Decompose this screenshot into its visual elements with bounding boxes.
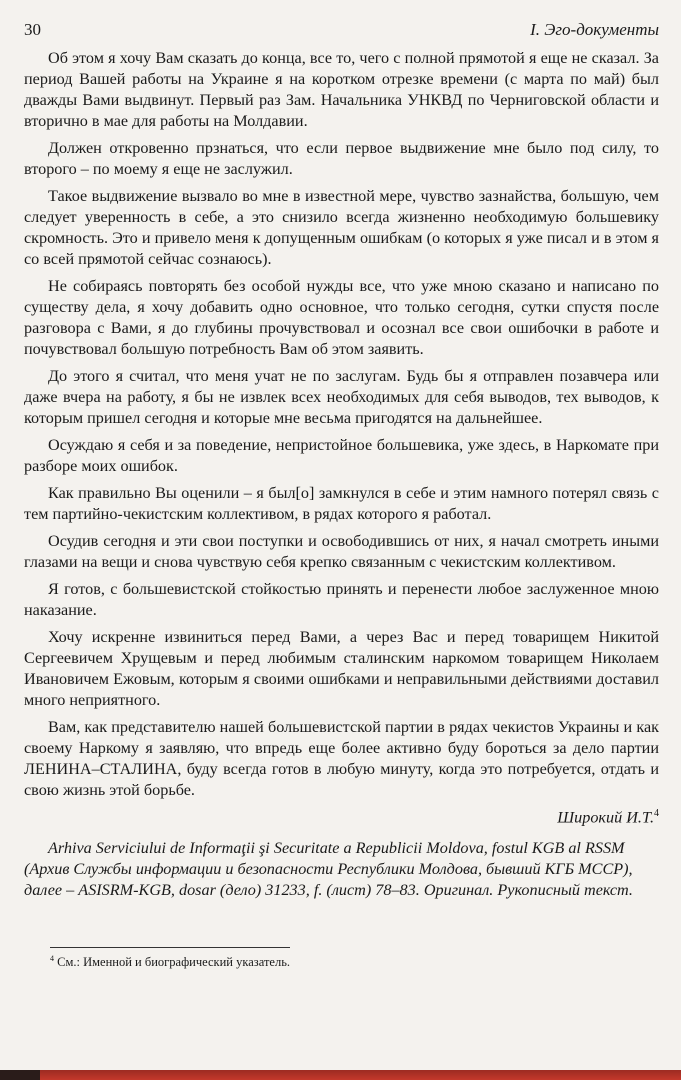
paragraph: Об этом я хочу Вам сказать до конца, все то, чего с полной прямотой я еще не сказал. За период Вашей работы на Украине я на коротком отрезке времени (с марта по май) был дважды Вами выдвинут. Первый раз Зам. Начальника УНКВД по Черниговской области и вторично в мае для работы на Молдавии. xyxy=(24,49,659,130)
signature-name: Широкий И.Т. xyxy=(557,808,654,827)
paragraph: Осуждаю я себя и за поведение, непристойное большевика, уже здесь, в Наркомате при разборе моих ошибок. xyxy=(24,436,659,475)
paragraph: Вам, как представителю нашей большевистской партии в рядах чекистов Украины и как своему Наркому я заявляю, что впредь еще более активно буду бороться за дело партии ЛЕНИНА–СТАЛИНА, буду всегда готов в любую минуту, когда это потребуется, отдать и свою жизнь этой борьбе. xyxy=(24,718,659,799)
source-citation: Arhiva Serviciului de Informaţii şi Securitate a Republicii Moldova, fostul KGB al RSSM (Архив Службы информации и безопасности Республики Молдова, бывший КГБ МССР), далее – ASISRM-KGB, dosar (дело) 31233, f. (лист) 78–83. Оригинал. Рукописный текст. xyxy=(24,839,633,899)
footnote-ref: 4 xyxy=(654,808,659,819)
footnote-divider xyxy=(50,947,290,948)
paragraph: Как правильно Вы оценили – я был[о] замкнулся в себе и этим намного потерял связь с тем партийно-чекистским коллективом, в рядах которого я работал. xyxy=(24,484,659,523)
page-header xyxy=(24,20,659,44)
book-edge xyxy=(0,1070,681,1080)
footnote-number: 4 xyxy=(50,954,54,963)
footnote xyxy=(50,954,290,970)
paragraph: Должен откровенно прзнаться, что если первое выдвижение мне было под силу, то второго – по моему я еще не заслужил. xyxy=(24,139,659,178)
footnote-text: См.: Именной и биографический указатель. xyxy=(54,955,291,970)
paragraph: Хочу искренне извиниться перед Вами, а через Вас и перед товарищем Никитой Сергеевичем Хрущевым и перед любимым сталинским наркомом товарищем Николаем Ивановичем Ежовым, которым я своими ошибками и неправильными действиями доставил много неприятного. xyxy=(24,628,659,709)
paragraph: Такое выдвижение вызвало во мне в известной мере, чувство зазнайства, большую, чем следует уверенность в себе, а это снизило всегда жизненно необходимую большевику скромность. Это и привело меня к допущенным ошибкам (о которых я уже писал и в этом я со всей прямотой сейчас сознаюсь). xyxy=(24,187,659,268)
book-edge-dark xyxy=(0,1070,40,1080)
paragraph: Не собираясь повторять без особой нужды все, что уже мною сказано и написано по существу дела, я хочу добавить одно основное, что только сегодня, сутки спустя после разговора с Вами, я до глубины прочувствовал и осознал все свои ошибочки в работе и почувствовал большую потребность Вам об этом заявить. xyxy=(24,277,659,358)
paragraph: Осудив сегодня и эти свои поступки и освободившись от них, я начал смотреть иными глазами на вещи и снова чувствую себя крепко связанным с чекистским коллективом. xyxy=(24,532,659,571)
paragraph: До этого я считал, что меня учат не по заслугам. Будь бы я отправлен позавчера или даже вчера на работу, я бы не извлек всех необходимых для себя выводов, тех выводов, к которым пришел сегодня и которые мне весьма пригодятся на дальнейшее. xyxy=(24,367,659,427)
paragraph: Я готов, с большевистской стойкостью принять и перенести любое заслуженное мною наказание. xyxy=(24,580,659,619)
page-number: 30 xyxy=(24,20,41,39)
letter-body xyxy=(24,48,659,834)
archive-source xyxy=(24,838,644,901)
running-head: I. Эго-документы xyxy=(530,20,659,39)
signature xyxy=(24,803,659,828)
